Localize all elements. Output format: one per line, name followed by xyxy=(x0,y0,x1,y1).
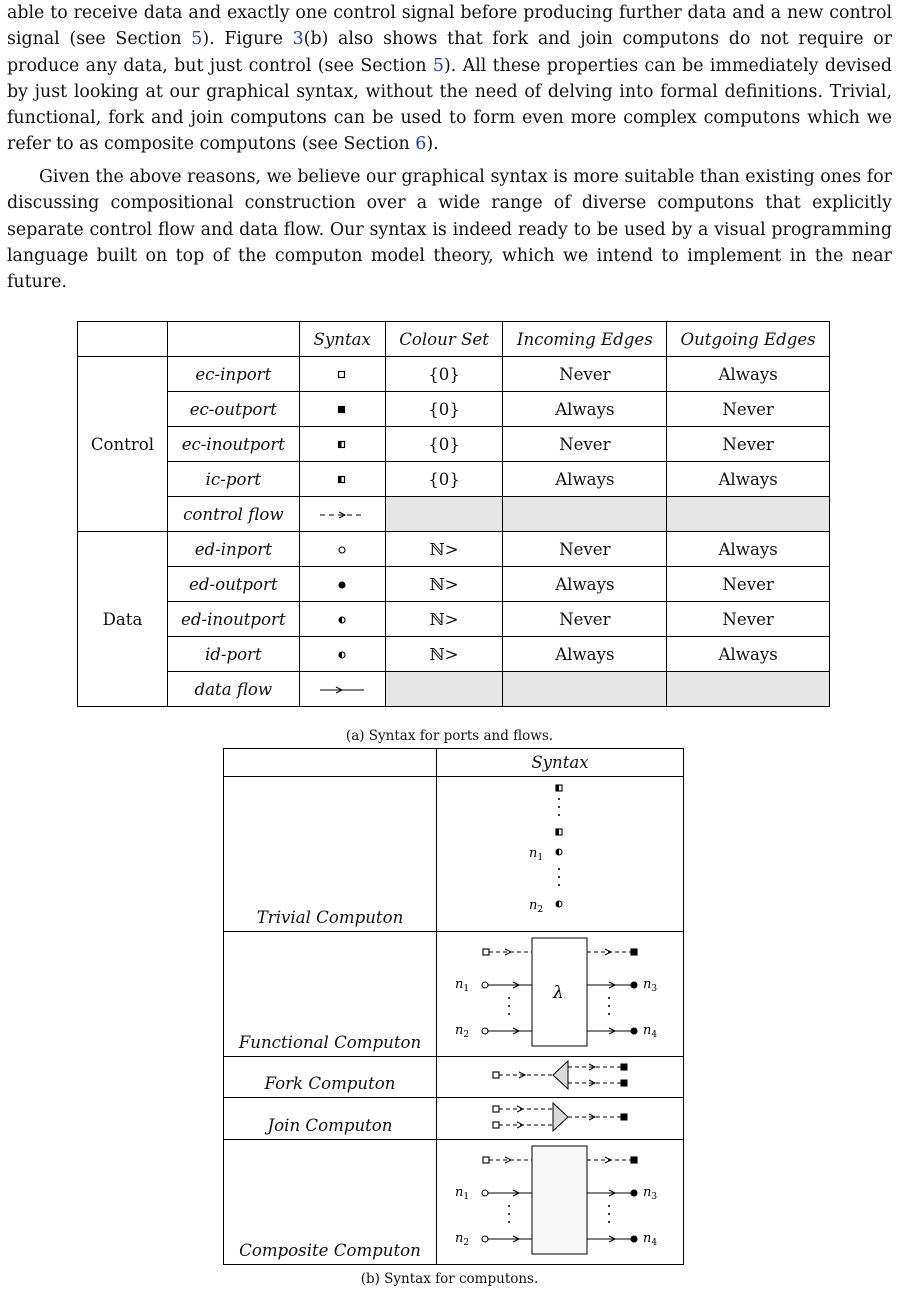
figure-ref[interactable]: 3 xyxy=(292,29,304,50)
trivial-computon-diagram xyxy=(437,777,683,927)
label-n4: $n_4$ xyxy=(643,1023,658,1040)
table-row: ec-outport {0} Always Never xyxy=(78,392,830,427)
section-ref[interactable]: 5 xyxy=(432,55,444,76)
section-ref[interactable]: 5 xyxy=(191,29,203,50)
table-row: ed-outport ℕ> Always Never xyxy=(78,567,830,602)
label-n3: $n_3$ xyxy=(643,977,658,994)
row-name: ec-inport xyxy=(167,357,299,392)
table-row xyxy=(224,777,684,932)
row-name: Join Computon xyxy=(224,1098,437,1140)
join-computon-diagram xyxy=(437,1099,683,1135)
open-circle-icon xyxy=(337,545,347,555)
row-name: control flow xyxy=(167,497,299,532)
header-incoming-edges: Incoming Edges xyxy=(503,322,667,357)
header-colour-set: Colour Set xyxy=(385,322,503,357)
label-n2: $n_2$ xyxy=(455,1231,470,1248)
group-control: Control xyxy=(78,357,168,532)
dashed-arrow-icon xyxy=(317,509,367,521)
row-name: Functional Computon xyxy=(224,932,437,1057)
half-square-icon xyxy=(337,475,347,485)
filled-circle-icon xyxy=(337,580,347,590)
section-ref[interactable]: 6 xyxy=(415,134,427,155)
half-square-icon xyxy=(337,440,347,450)
computons-table xyxy=(223,748,684,1265)
row-name: ed-outport xyxy=(167,567,299,602)
label-n3: $n_3$ xyxy=(643,1185,658,1202)
row-name: ec-outport xyxy=(167,392,299,427)
table-row xyxy=(224,1140,684,1265)
label-n4: $n_4$ xyxy=(643,1231,658,1248)
header-syntax: Syntax xyxy=(437,749,684,777)
paragraph-1: able to receive data and exactly one control signal before producing further data and a new control signal (see Section 5). Figure 3(b) also shows that fork and join computons do not require or produce any data, but just control (see Section 5). All these properties can be immediately devised by just looking at our graphical syntax, without the need of delving into formal definitions. Trivial, functional, fork and join computons can be used to form even more complex computons which we refer to as composite computons (see Section 6). xyxy=(7,3,893,155)
paragraph-2: Given the above reasons, we believe our graphical syntax is more suitable than existing ones for discussing compositional construction over a wide range of diverse computons that explicitly separate control flow and data flow. Our syntax is indeed ready to be used by a visual programming language built on top of the computon model theory, which we intend to implement in the near future. xyxy=(7,167,892,293)
header-syntax: Syntax xyxy=(299,322,385,357)
ports-flows-table xyxy=(77,321,830,707)
half-circle-icon xyxy=(337,650,347,660)
row-name: ic-port xyxy=(167,462,299,497)
label-n1: $n_1$ xyxy=(455,1185,470,1202)
table-header-row xyxy=(224,749,684,777)
row-name: ed-inoutport xyxy=(167,602,299,637)
half-circle-icon xyxy=(337,615,347,625)
solid-arrow-icon xyxy=(317,684,367,696)
row-name: ec-inoutport xyxy=(167,427,299,462)
lambda-label: λ xyxy=(553,983,564,1003)
group-data: Data xyxy=(78,532,168,707)
fork-computon-diagram xyxy=(437,1057,683,1093)
row-name: Trivial Computon xyxy=(224,777,437,932)
caption-a: (a) Syntax for ports and flows. xyxy=(345,728,554,744)
table-row xyxy=(224,932,684,1057)
table-row: Data ed-inport ℕ> Never Always xyxy=(78,532,830,567)
table-row xyxy=(224,1098,684,1140)
table-row: ic-port {0} Always Always xyxy=(78,462,830,497)
table-row: ec-inoutport {0} Never Never xyxy=(78,427,830,462)
row-name: id-port xyxy=(167,637,299,672)
filled-square-icon xyxy=(337,405,347,415)
row-name: Fork Computon xyxy=(224,1057,437,1098)
table-row: ed-inoutport ℕ> Never Never xyxy=(78,602,830,637)
label-n1: $n_1$ xyxy=(455,977,470,994)
table-row xyxy=(78,497,830,532)
row-name: data flow xyxy=(167,672,299,707)
open-square-icon xyxy=(337,370,347,380)
row-name: ed-inport xyxy=(167,532,299,567)
table-row: Control ec-inport {0} Never Always xyxy=(78,357,830,392)
composite-computon-diagram xyxy=(437,1140,683,1260)
table-row: id-port ℕ> Always Always xyxy=(78,637,830,672)
label-n1: $n_1$ xyxy=(529,846,544,863)
row-name: Composite Computon xyxy=(224,1140,437,1265)
table-row xyxy=(78,672,830,707)
label-n2: $n_2$ xyxy=(455,1023,470,1040)
header-outgoing-edges: Outgoing Edges xyxy=(667,322,830,357)
label-n2: $n_2$ xyxy=(529,898,544,915)
caption-b: (b) Syntax for computons. xyxy=(360,1271,539,1287)
functional-computon-diagram xyxy=(437,932,683,1052)
table-header-row xyxy=(78,322,830,357)
table-row xyxy=(224,1057,684,1098)
